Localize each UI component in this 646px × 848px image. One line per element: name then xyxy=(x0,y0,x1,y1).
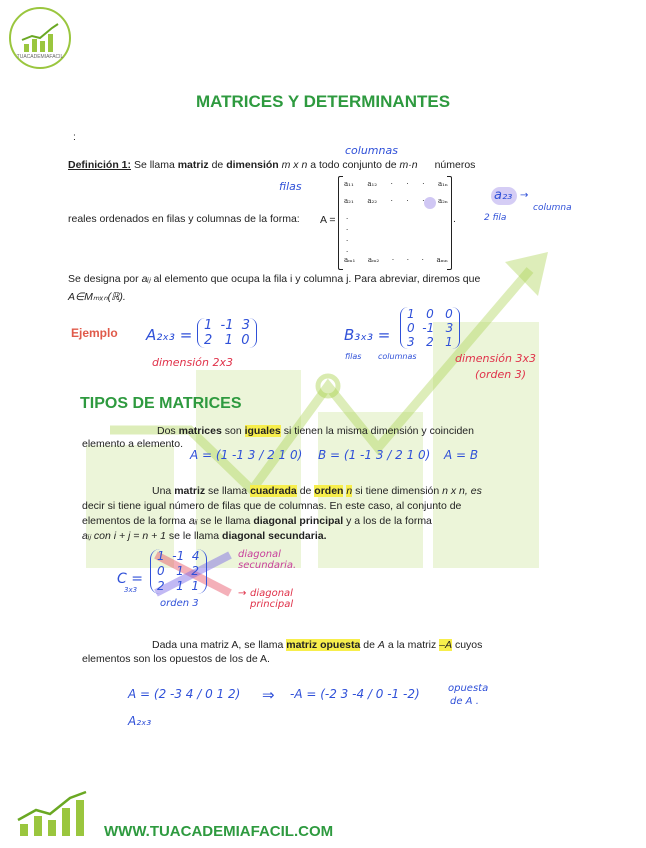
definition-line-1: Definición 1: Se llama matriz de dimensión m x n a todo conjunto de m·n números xyxy=(68,159,476,171)
matrix-dots-col-1: · · · · xyxy=(346,215,349,256)
C-lhs: C = xyxy=(117,571,143,587)
annot-a23: a₂₃ xyxy=(494,188,513,203)
footer-chart-icon xyxy=(14,790,94,840)
example-label: Ejemplo xyxy=(71,326,118,340)
iguales-ex-A: A = (1 -1 3 / 2 1 0) xyxy=(190,448,303,462)
example-B-columnas: columnas xyxy=(378,352,417,361)
iguales-ex-B: B = (1 -1 3 / 2 1 0) xyxy=(318,448,431,462)
definition-label: Definición 1: xyxy=(68,159,132,171)
example-B-matrix: 1 0 0 0 -1 3 3 2 1 xyxy=(400,307,460,349)
annot-columnas: columnas xyxy=(345,144,398,157)
iguales-line-2: elemento a elemento. xyxy=(82,438,183,450)
matrix-dot-end: . xyxy=(453,213,456,225)
implies-icon: ⇒ xyxy=(262,686,275,704)
opuesta-label-2: de A . xyxy=(450,696,479,707)
C-sub: 3x3 xyxy=(124,586,138,594)
matrix-A-eq: A = xyxy=(320,214,336,226)
C-label-dp-arrow: → xyxy=(238,588,247,599)
example-B-lhs: B₃ₓ₃ = xyxy=(344,326,391,344)
opuesta-ex-negA: -A = (-2 3 -4 / 0 -1 -2) xyxy=(290,687,420,701)
matrix-row-1: a₁₁ a₁₂ · · · a₁ₙ xyxy=(344,180,448,188)
footer-url[interactable]: WWW.TUACADEMIAFACIL.COM xyxy=(104,823,334,840)
matrix-row-2: a₂₁ a₂₂ · · · a₂ₙ xyxy=(344,197,448,205)
annot-filas: filas xyxy=(279,180,302,193)
logo-text: TUACADEMIAFACIL xyxy=(16,54,64,60)
example-B-dim: dimensión 3x3 xyxy=(455,352,536,365)
cuadrada-line-3: elementos de la forma aᵢᵢ se le llama diagonal principal y a los de la forma xyxy=(82,515,432,527)
cuadrada-line-2: decir si tiene igual número de filas que de columnas. En este caso, al conjunto de xyxy=(82,500,462,512)
opuesta-dim: A₂ₓ₃ xyxy=(128,714,152,728)
iguales-line-1: Dos matrices son iguales si tienen la misma dimensión y coinciden xyxy=(157,425,474,437)
C-matrix: 1 -1 4 0 1 2 2 1 1 xyxy=(150,549,207,594)
opuesta-label-1: opuesta xyxy=(448,683,489,694)
annot-columna: columna xyxy=(533,203,572,213)
opuesta-line-2: elementos son los opuestos de los de A. xyxy=(82,653,270,665)
definition-line-2: reales ordenados en filas y columnas de la forma: xyxy=(68,213,300,225)
iguales-ex-eq: A = B xyxy=(444,448,479,462)
logo-chart-icon xyxy=(8,6,72,70)
definition-line-4: A∈Mₘₓₙ(ℝ). xyxy=(68,291,126,303)
annot-2fila: 2 fila xyxy=(484,213,507,223)
logo[interactable] xyxy=(8,6,72,70)
opuesta-ex-A: A = (2 -3 4 / 0 1 2) xyxy=(128,687,241,701)
example-B-filas: filas xyxy=(345,352,362,361)
C-orden: orden 3 xyxy=(160,598,199,609)
example-B-order: (orden 3) xyxy=(475,368,527,381)
C-label-ds: diagonal secundaria. xyxy=(238,549,297,571)
example-A-lhs: A₂ₓ₃ = xyxy=(146,326,193,344)
page-title: MATRICES Y DETERMINANTES xyxy=(195,92,451,111)
arrow-icon: → xyxy=(520,190,529,201)
tipos-heading: TIPOS DE MATRICES xyxy=(80,395,242,412)
cuadrada-line-4: aᵢⱼ con i + j = n + 1 se le llama diagonal secundaria. xyxy=(82,530,327,542)
C-label-dp: diagonal principal xyxy=(250,588,294,610)
matrix-row-m: aₘ₁ aₘ₂ · · · aₘₙ xyxy=(344,256,448,264)
generic-matrix xyxy=(338,176,452,268)
colon-mark: : xyxy=(73,131,76,143)
opuesta-line-1: Dada una matriz A, se llama matriz opuesta de A a la matriz –A cuyos xyxy=(152,639,483,651)
cuadrada-line-1: Una matriz se llama cuadrada de orden n si tiene dimensión n x n, es xyxy=(152,485,482,497)
definition-line-3: Se designa por aᵢⱼ al elemento que ocupa la fila i y columna j. Para abreviar, diremos que xyxy=(68,273,481,285)
example-A-matrix: 1 -1 3 2 1 0 xyxy=(197,318,257,348)
example-A-dim: dimensión 2x3 xyxy=(152,356,233,369)
